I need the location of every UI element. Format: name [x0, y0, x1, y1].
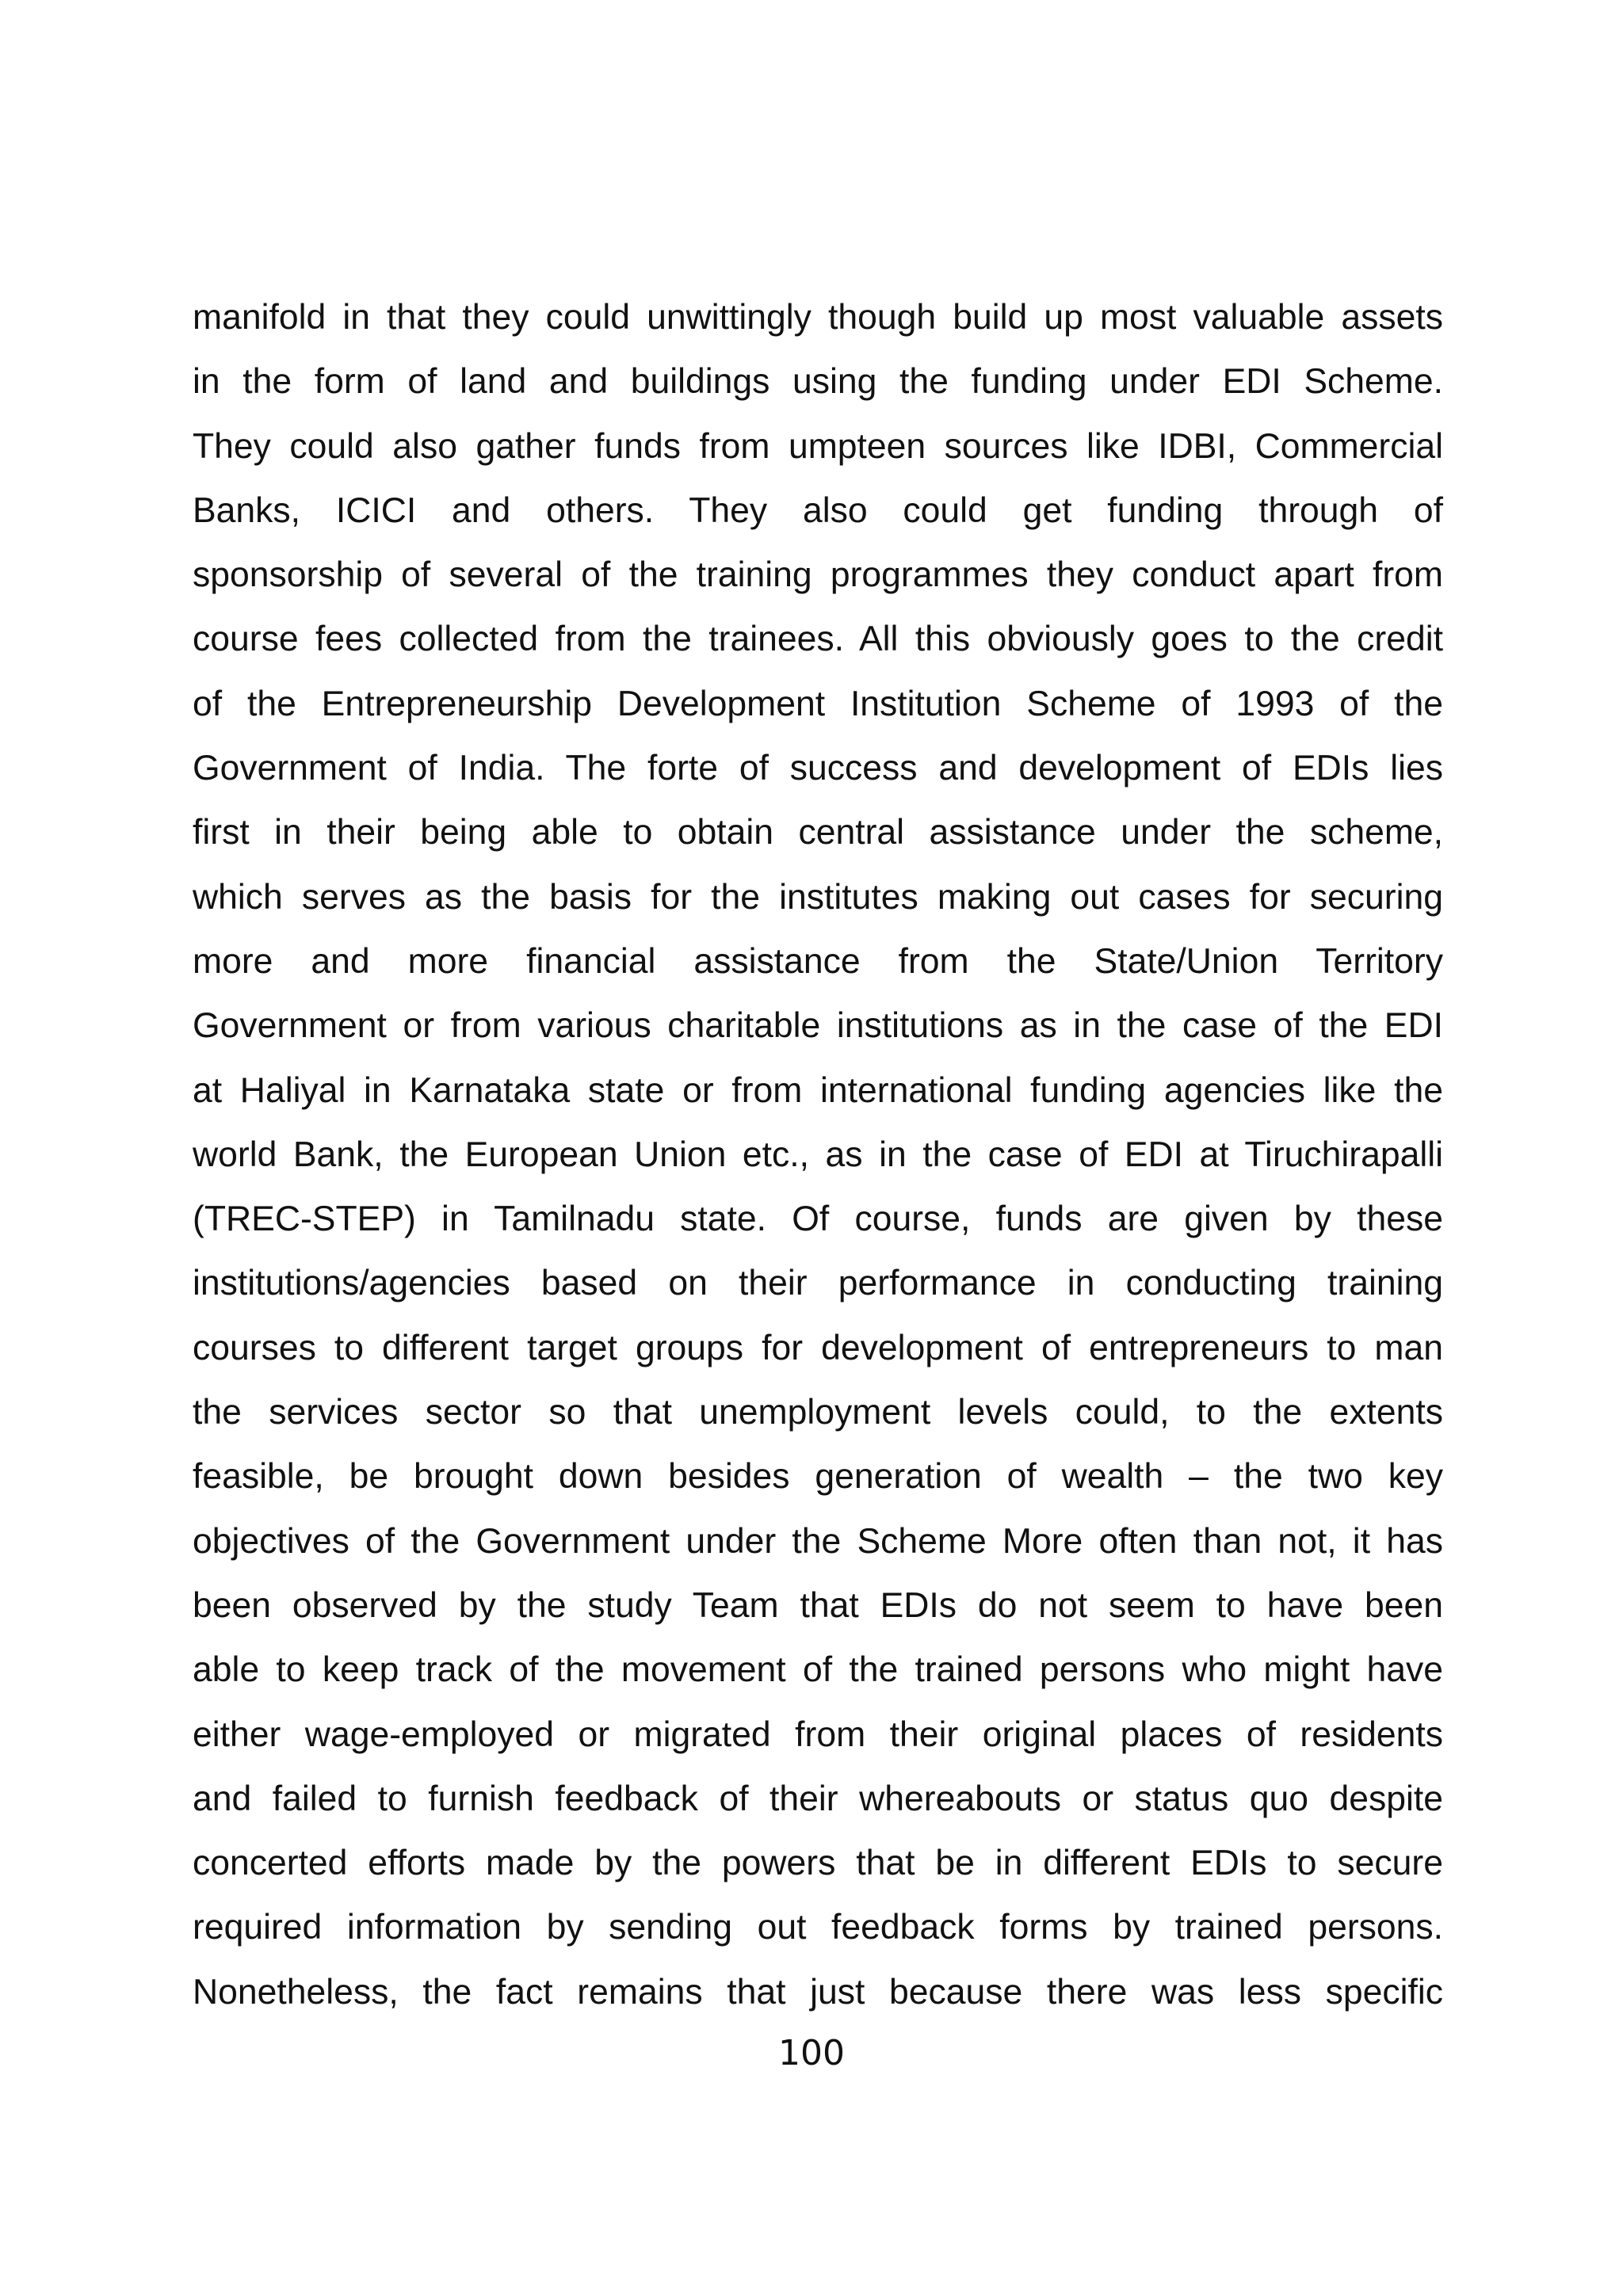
text-line: courses to different target groups for development of entrepreneurs to man: [193, 1328, 1443, 1367]
text-line: able to keep track of the movement of the trained persons who might have: [193, 1650, 1443, 1690]
text-line: required information by sending out feedback forms by trained persons.: [193, 1908, 1443, 1947]
text-line: and failed to furnish feedback of their whereabouts or status quo despite: [193, 1779, 1443, 1818]
page-number: 100: [778, 2033, 845, 2073]
text-line: at Haliyal in Karnataka state or from international funding agencies like the: [193, 1070, 1443, 1110]
text-line: been observed by the study Team that EDIs do not seem to have been: [193, 1585, 1443, 1625]
text-line: of the Entrepreneurship Development Institution Scheme of 1993 of the: [193, 684, 1443, 723]
text-line: either wage-employed or migrated from their original places of residents: [193, 1714, 1443, 1754]
text-line: which serves as the basis for the institutes making out cases for securing: [193, 877, 1443, 917]
text-line: the services sector so that unemployment levels could, to the extents: [193, 1393, 1443, 1432]
text-line: sponsorship of several of the training programmes they conduct apart from: [193, 555, 1443, 595]
body-paragraph: [193, 285, 1443, 2024]
text-line: (TREC-STEP) in Tamilnadu state. Of course, funds are given by these: [193, 1199, 1443, 1239]
text-line: objectives of the Government under the Scheme More often than not, it has: [193, 1521, 1443, 1561]
text-line: first in their being able to obtain central assistance under the scheme,: [193, 813, 1443, 852]
text-line: manifold in that they could unwittingly though build up most valuable assets: [193, 298, 1443, 337]
text-line: course fees collected from the trainees. All this obviously goes to the credit: [193, 620, 1443, 659]
text-line: Government of India. The forte of success and development of EDIs lies: [193, 749, 1443, 788]
text-line: feasible, be brought down besides generation of wealth – the two key: [193, 1457, 1443, 1497]
text-line: concerted efforts made by the powers that be in different EDIs to secure: [193, 1844, 1443, 1883]
text-line: world Bank, the European Union etc., as in the case of EDI at Tiruchirapalli: [193, 1135, 1443, 1174]
text-line: institutions/agencies based on their performance in conducting training: [193, 1264, 1443, 1303]
text-line: Nonetheless, the fact remains that just because there was less specific: [193, 1972, 1443, 2012]
text-line: They could also gather funds from umpteen sources like IDBI, Commercial: [193, 426, 1443, 466]
text-line: Government or from various charitable institutions as in the case of the EDI: [193, 1006, 1443, 1046]
text-line: Banks, ICICI and others. They also could get funding through of: [193, 490, 1443, 530]
text-line: in the form of land and buildings using the funding under EDI Scheme.: [193, 362, 1443, 402]
text-line: more and more financial assistance from the State/Union Territory: [193, 941, 1443, 981]
